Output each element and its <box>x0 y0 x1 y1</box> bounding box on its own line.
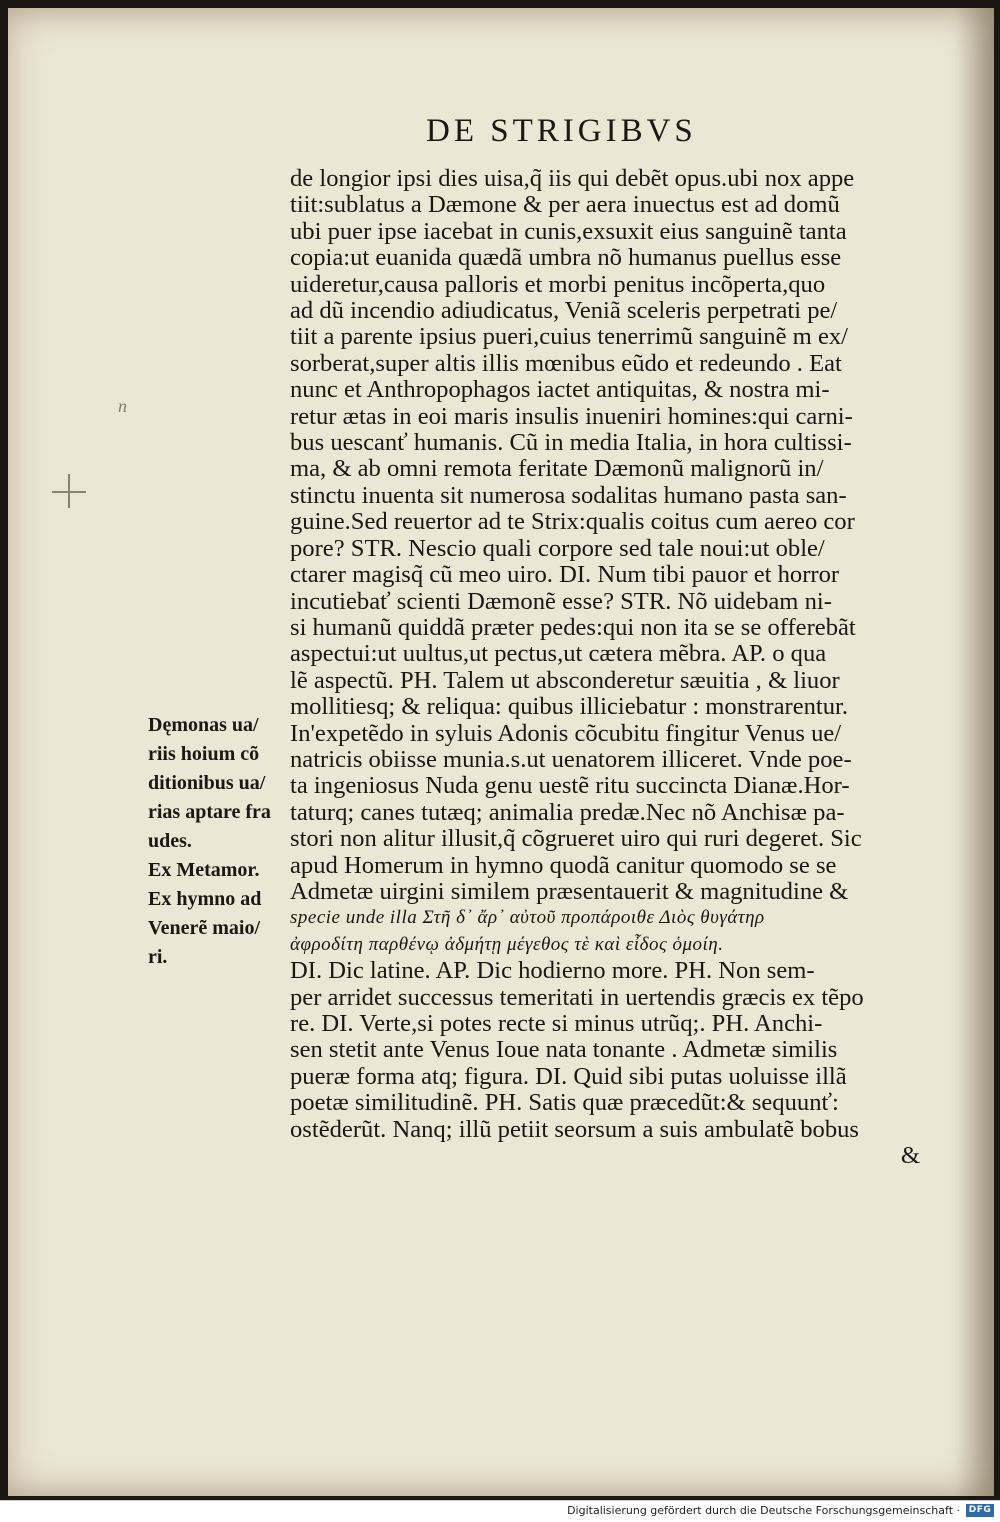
marginal-note-line: udes. <box>148 830 192 852</box>
text-line: apud Homerum in hymno quodã canitur quomodo se se <box>290 851 837 879</box>
text-line: In'expetẽdo in syluis Adonis cõcubitu fingitur Venus ue/ <box>290 719 842 747</box>
text-line: sorberat,super altis illis mœnibus eũdo et redeundo . Eat <box>290 349 842 377</box>
marginal-notes <box>148 711 298 972</box>
marginal-note-line: Ex Metamor. <box>148 859 260 881</box>
text-line: DI. Dic latine. AP. Dic hodierno more. PH. Non sem- <box>290 957 815 985</box>
text-line: uideretur,causa palloris et morbi penitus incõperta,quo <box>290 270 826 298</box>
dfg-logo-icon: DFG <box>966 1504 994 1517</box>
marginal-note-line: Ex hymno ad <box>148 888 262 910</box>
text-line: pueræ forma atq; figura. DI. Quid sibi putas uoluisse illã <box>290 1062 847 1090</box>
marginal-note-line: Dęmonas ua/ <box>148 714 259 736</box>
text-line: tiit:sublatus a Dæmone & per aera inuectus est ad domũ <box>290 191 840 219</box>
text-line: si humanũ quiddã præter pedes:qui non ita se se offerebãt <box>290 613 856 641</box>
text-line: ἀφροδίτη παρθένῳ ἀδμήτῃ μέγεθος τὲ καὶ εἶδος ὁμοίη. <box>290 933 724 955</box>
text-line: lẽ aspectũ. PH. Talem ut absconderetur sæuitia , & liuor <box>290 666 840 694</box>
text-line: mollitiesq; & reliqua: quibus illiciebatur : monstrarentur. <box>290 693 849 721</box>
funding-credit: Digitalisierung gefördert durch die Deutsche Forschungsgemeinschaft · <box>567 1504 960 1517</box>
text-line: aspectui:ut uultus,ut pectus,ut cætera mẽbra. AP. o qua <box>290 640 827 668</box>
digitization-footer <box>0 1500 1000 1522</box>
text-line: poetæ similitudinẽ. PH. Satis quæ præcedũt:& sequunť: <box>290 1089 839 1117</box>
text-line: taturq; canes tutæq; animalia predæ.Nec nõ Anchisæ pa- <box>290 798 845 826</box>
pencil-annotation: n <box>118 396 127 416</box>
text-line: re. DI. Verte,si potes recte si minus utrũq;. PH. Anchi- <box>290 1010 823 1037</box>
text-line: stori non alitur illusit,q̃ cõgrueret uiro qui ruri degeret. Sic <box>290 825 862 853</box>
marginal-note-line: riis hoium cõ <box>148 743 260 765</box>
marginal-note-line: ditionibus ua/ <box>148 772 266 794</box>
text-line: pore? STR. Nescio quali corpore sed tale noui:ut oble/ <box>290 534 825 562</box>
text-line: ma, & ab omni remota feritate Dæmonũ malignorũ in/ <box>290 455 824 483</box>
text-line: copia:ut euanida quædã umbra nõ humanus puellus esse <box>290 244 842 272</box>
text-line: guine.Sed reuertor ad te Strix:qualis coitus cum aereo cor <box>290 508 855 536</box>
text-line: natricis obiisse munia.s.ut uenatorem illiceret. Vnde poe- <box>290 745 852 773</box>
running-head: DE STRIGIBVS <box>426 113 697 149</box>
text-line: nunc et Anthropophagos iactet antiquitas, & nostra mi- <box>290 376 830 404</box>
text-line: retur ætas in eoi maris insulis inueniri homines:qui carni- <box>290 402 853 430</box>
text-line: stinctu inuenta sit numerosa sodalitas humano pasta san- <box>290 481 847 509</box>
text-line: specie unde illa Στῆ δ᾽ ἄρ᾽ αὐτοῦ προπάροιθε Διὸς θυγάτηρ <box>290 907 765 929</box>
text-line: ostẽderũt. Nanq; illũ petiit seorsum a suis ambulatẽ bobus <box>290 1115 859 1143</box>
text-line: bus uescanť humanis. Cũ in media Italia, in hora cultissi- <box>290 429 852 457</box>
marginal-note-line: rias aptare fra <box>148 801 271 823</box>
text-line: sen stetit ante Venus Ioue nata tonante . Admetæ similis <box>290 1036 838 1064</box>
text-line: ubi puer ipse iacebat in cunis,exsuxit eius sanguinẽ tanta <box>290 217 847 245</box>
text-line: ta ingeniosus Nuda genu uestẽ ritu succincta Dianæ.Hor- <box>290 772 850 800</box>
main-text-block <box>290 166 960 1169</box>
text-line: tiit a parente ipsius pueri,cuius tenerrimũ sanguinẽ m ex/ <box>290 323 848 351</box>
text-line: de longior ipsi dies uisa,q̃ iis qui debẽt opus.ubi nox appe <box>290 165 855 192</box>
pencil-cross-mark <box>52 474 86 508</box>
text-line: & <box>900 1142 920 1170</box>
text-line: Admetæ uirgini similem præsentauerit & magnitudine & <box>290 877 849 905</box>
text-line: ctarer magisq̃ cũ meo uiro. DI. Num tibi pauor et horror <box>290 561 840 589</box>
text-line: ad dũ incendio adiudicatus, Veniã sceleris perpetrati pe/ <box>290 297 838 325</box>
text-line: per arridet successus temeritati in uertendis græcis ex tẽpo <box>290 983 864 1011</box>
marginal-note-line: Venerẽ maio/ <box>148 917 261 939</box>
marginal-note-line: ri. <box>148 946 168 968</box>
book-page <box>8 8 994 1496</box>
text-line: incutiebať scienti Dæmonẽ esse? STR. Nõ uidebam ni- <box>290 587 832 615</box>
